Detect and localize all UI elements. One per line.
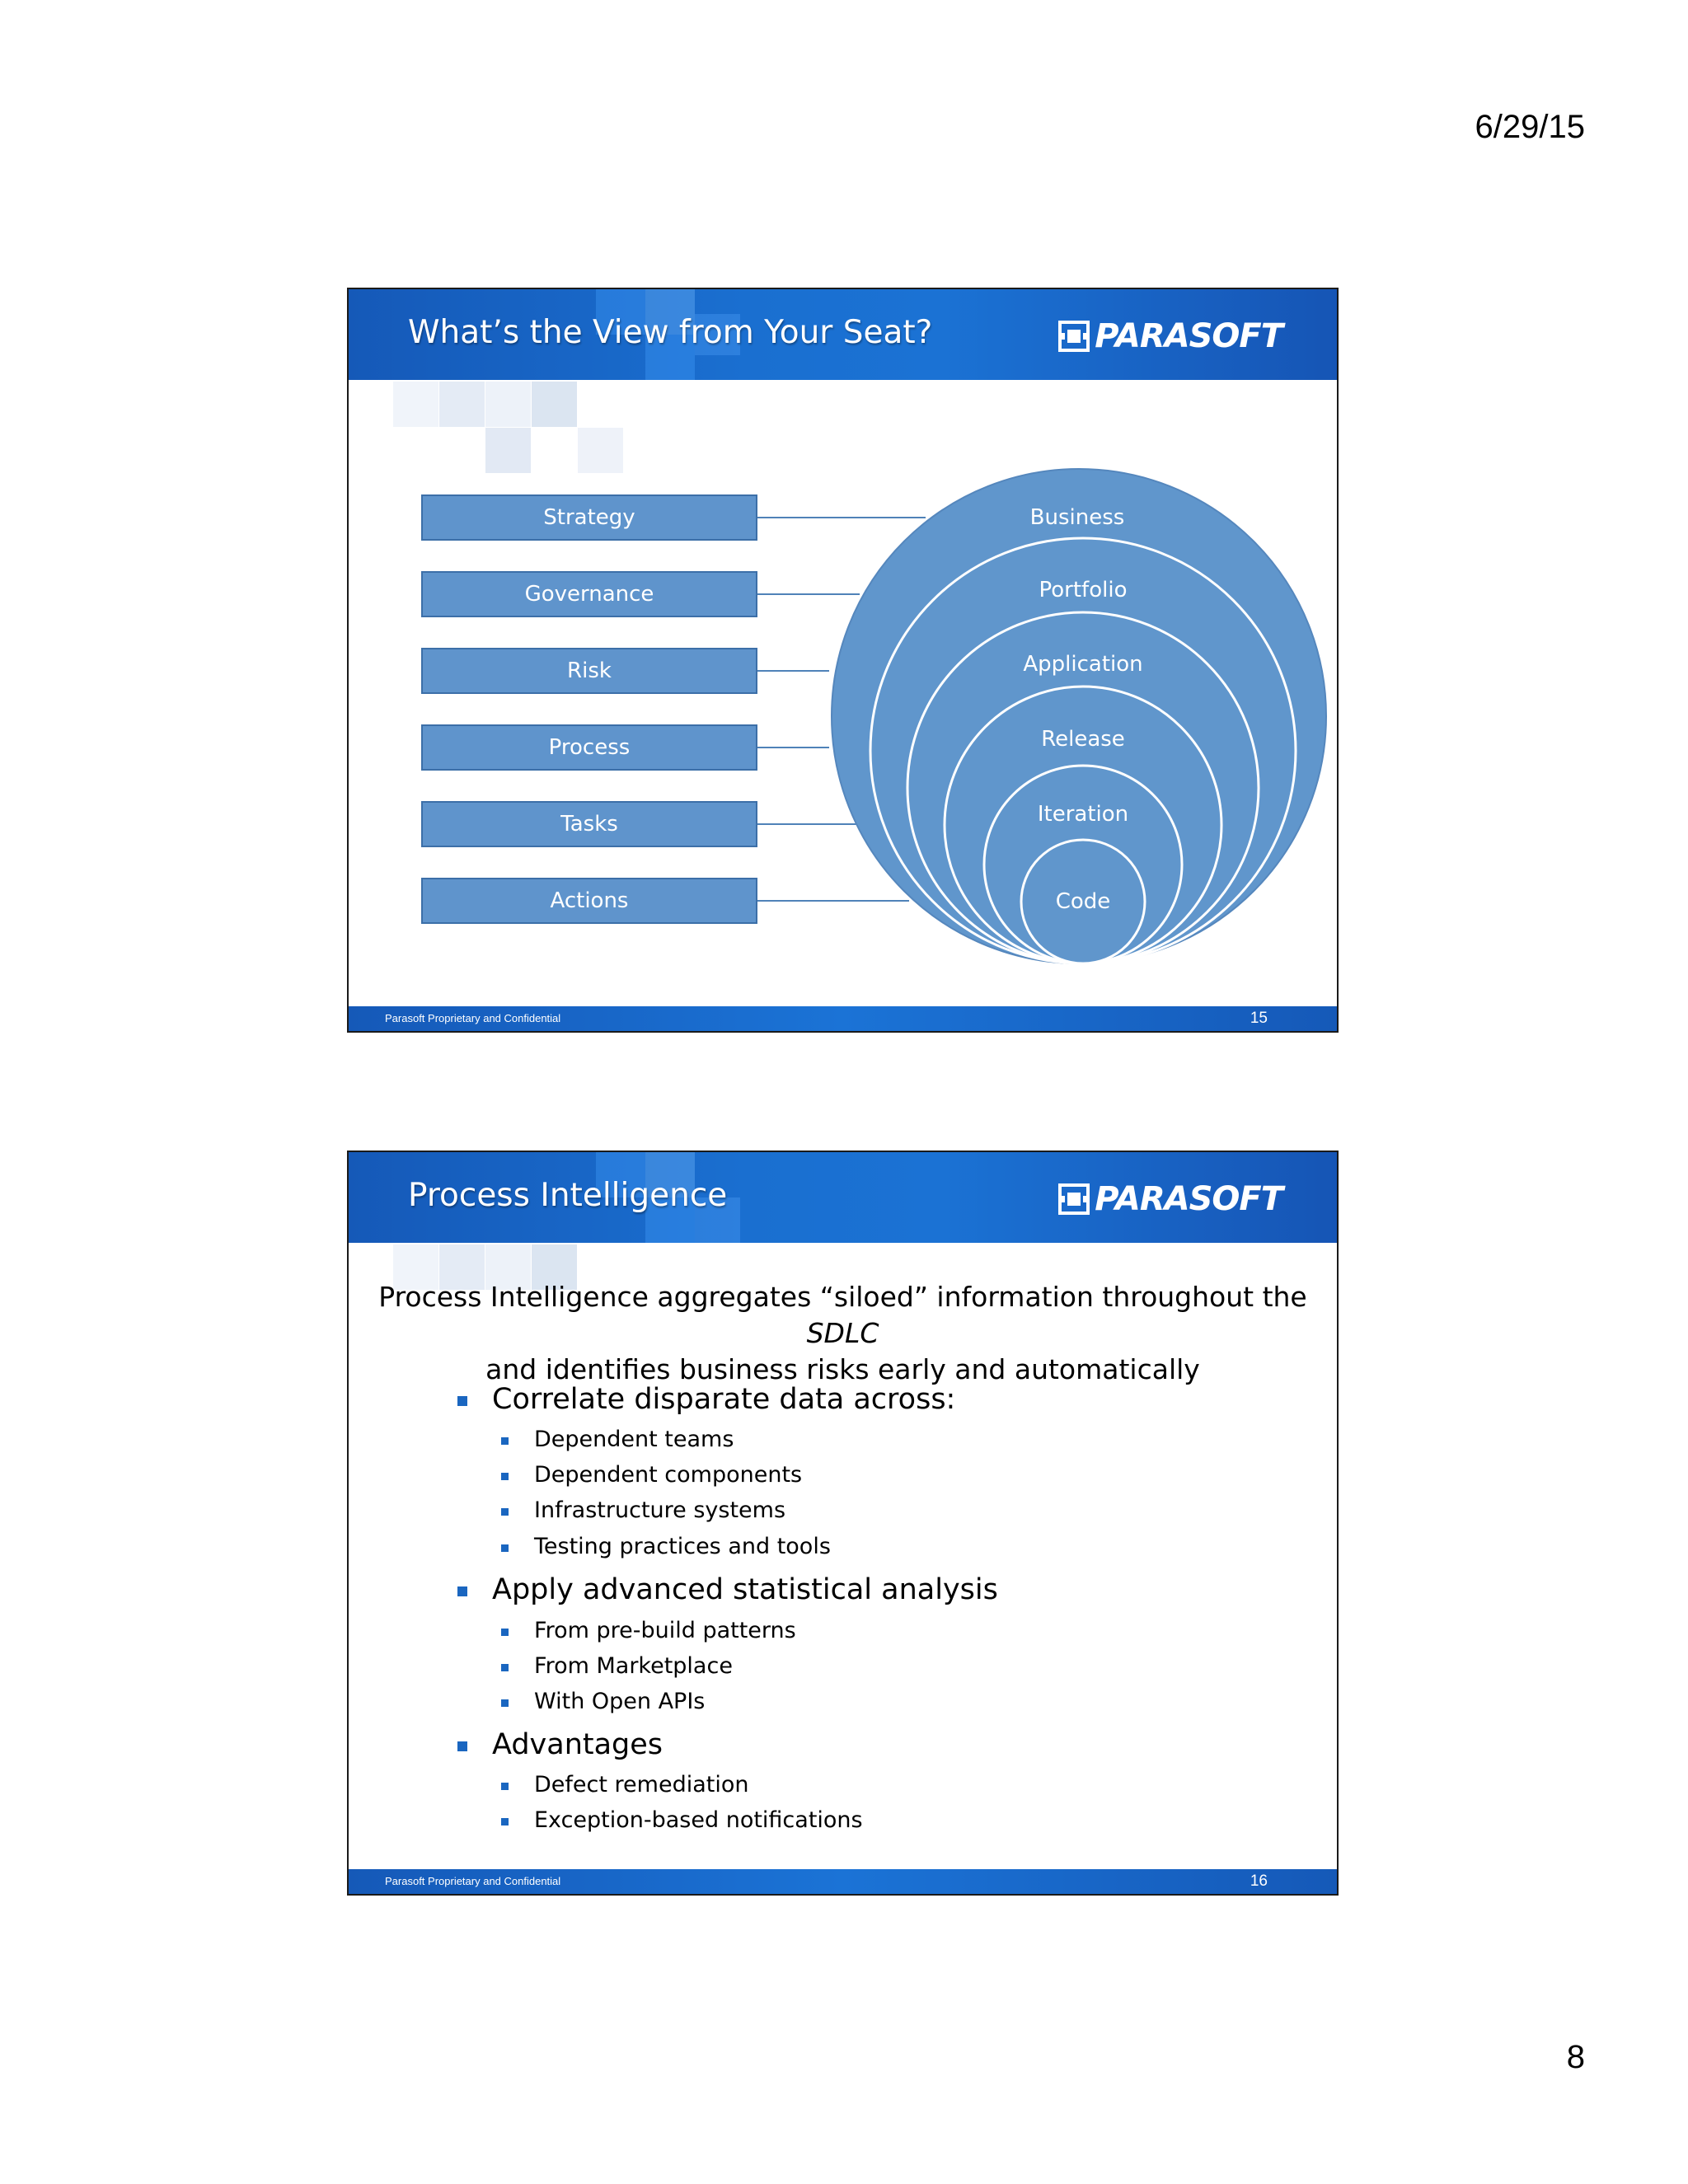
bullet-square-icon <box>457 1396 467 1406</box>
parasoft-logo-icon <box>1058 1183 1090 1215</box>
bullet-square-icon <box>501 1699 509 1707</box>
slide-header <box>349 1152 1337 1243</box>
page-number: 8 <box>1566 2039 1585 2075</box>
level-box-process: Process <box>421 724 757 771</box>
bullet-square-icon <box>501 1437 509 1445</box>
slide-title: Process Intelligence <box>408 1177 728 1214</box>
bullet-l2: Dependent components <box>534 1462 802 1488</box>
bullet-square-icon <box>501 1544 509 1552</box>
bullet-l2: Defect remediation <box>534 1772 748 1797</box>
bullet-l1: Correlate disparate data across: <box>492 1383 955 1416</box>
slide-number: 15 <box>1250 1010 1268 1027</box>
level-box-risk: Risk <box>421 648 757 694</box>
circle-label-iteration: Iteration <box>1037 802 1129 827</box>
bullet-l2: With Open APIs <box>534 1689 705 1714</box>
bullet-square-icon <box>457 1586 467 1596</box>
bullet-square-icon <box>501 1783 509 1790</box>
bullet-l2: From pre-build patterns <box>534 1618 796 1643</box>
level-box-strategy: Strategy <box>421 494 757 541</box>
circle-label-application: Application <box>1023 652 1143 677</box>
bullet-square-icon <box>501 1818 509 1825</box>
bullet-l2: Infrastructure systems <box>534 1497 785 1523</box>
slide-number: 16 <box>1250 1872 1268 1890</box>
bullet-l1: Advantages <box>492 1728 663 1761</box>
bullet-square-icon <box>501 1664 509 1671</box>
bullet-square-icon <box>501 1629 509 1636</box>
bullet-square-icon <box>501 1473 509 1480</box>
circle-label-release: Release <box>1041 727 1125 752</box>
slide-15 <box>347 288 1339 1033</box>
bullet-square-icon <box>457 1741 467 1751</box>
slide-footer: Parasoft Proprietary and Confidential 16 <box>349 1869 1337 1894</box>
bullet-l2: From Marketplace <box>534 1653 733 1679</box>
level-box-tasks: Tasks <box>421 801 757 847</box>
bullet-l1: Apply advanced statistical analysis <box>492 1573 998 1606</box>
parasoft-logo: PARASOFT <box>1058 1180 1282 1218</box>
circle-label-business: Business <box>1029 505 1125 530</box>
bullet-l2: Dependent teams <box>534 1427 734 1452</box>
parasoft-logo: PARASOFT <box>1058 317 1282 355</box>
circle-label-code: Code <box>1055 889 1111 914</box>
bullet-l2: Testing practices and tools <box>534 1534 831 1559</box>
slide-title: What’s the View from Your Seat? <box>408 314 933 351</box>
slide-footer: Parasoft Proprietary and Confidential 15 <box>349 1006 1337 1031</box>
bullet-l2: Exception-based notifications <box>534 1807 863 1833</box>
level-box-actions: Actions <box>421 878 757 924</box>
intro-text: Process Intelligence aggregates “siloed” information throughout the SDLC and identifies business risks early and automatically <box>378 1281 1307 1385</box>
page-date: 6/29/15 <box>1475 109 1585 145</box>
intro-emphasis: SDLC <box>806 1317 879 1349</box>
slide-16 <box>347 1151 1339 1896</box>
bullet-square-icon <box>501 1508 509 1516</box>
level-box-governance: Governance <box>421 571 757 617</box>
circle-label-portfolio: Portfolio <box>1039 578 1128 602</box>
